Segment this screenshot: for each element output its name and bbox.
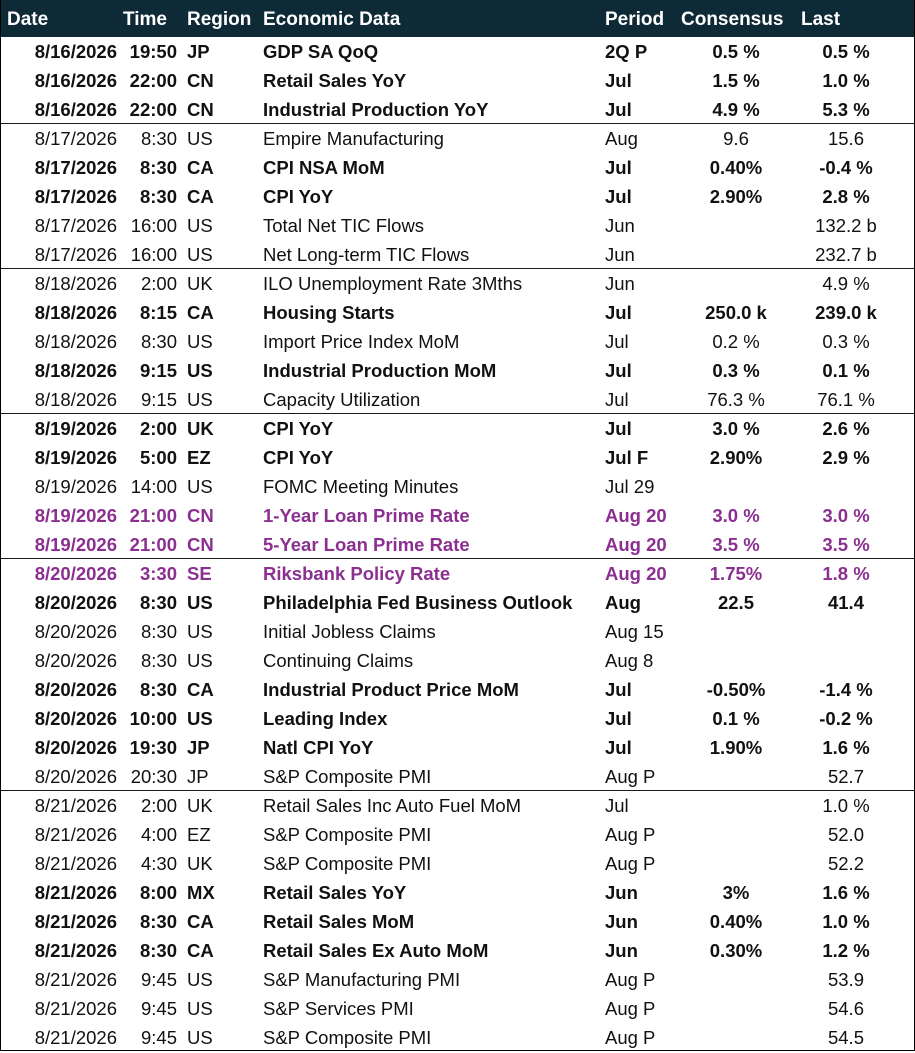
cell-period: Aug <box>605 592 641 613</box>
cell-economic-data: 5-Year Loan Prime Rate <box>263 534 470 555</box>
cell-period: Jul <box>605 389 629 410</box>
cell-last: 0.3 % <box>822 331 870 352</box>
cell-time: 9:45 <box>140 969 177 990</box>
cell-date: 8/20/2026 <box>34 563 117 584</box>
table-row <box>1 124 914 153</box>
cell-consensus: 3% <box>722 882 750 903</box>
cell-period: Jun <box>605 215 635 236</box>
cell-consensus: 3.0 % <box>712 505 760 526</box>
cell-consensus: 2.90% <box>709 186 763 207</box>
cell-last: 1.8 % <box>822 563 870 584</box>
cell-period: Jul <box>605 708 632 729</box>
cell-region: CA <box>187 157 214 178</box>
cell-time: 8:30 <box>140 621 177 642</box>
cell-last: 1.0 % <box>822 795 870 816</box>
cell-period: Jul <box>605 157 632 178</box>
cell-time: 8:00 <box>139 882 177 903</box>
table-body <box>1 37 914 1052</box>
cell-region: US <box>187 215 213 236</box>
cell-time: 21:00 <box>129 505 177 526</box>
table-row <box>1 907 914 936</box>
cell-economic-data: FOMC Meeting Minutes <box>263 476 459 497</box>
cell-time: 8:30 <box>139 592 177 613</box>
cell-period: Jun <box>605 882 638 903</box>
cell-economic-data: Retail Sales MoM <box>263 911 415 932</box>
cell-time: 16:00 <box>130 215 177 236</box>
cell-economic-data: Continuing Claims <box>263 650 414 671</box>
cell-economic-data: Leading Index <box>263 708 388 729</box>
table-row <box>1 472 914 501</box>
cell-last: -0.2 % <box>819 708 873 729</box>
cell-date: 8/16/2026 <box>34 70 117 91</box>
table-row <box>1 1023 914 1052</box>
cell-consensus: 9.6 <box>723 128 749 149</box>
cell-period: Aug P <box>605 1027 656 1048</box>
cell-last: 41.4 <box>827 592 864 613</box>
cell-consensus: 0.30% <box>709 940 763 961</box>
cell-last: 0.1 % <box>822 360 870 381</box>
cell-last: -0.4 % <box>819 157 873 178</box>
cell-economic-data: GDP SA QoQ <box>263 41 379 62</box>
cell-economic-data: Net Long-term TIC Flows <box>263 244 470 265</box>
cell-consensus: 0.40% <box>709 911 763 932</box>
cell-time: 8:30 <box>139 940 177 961</box>
cell-period: Jun <box>605 911 638 932</box>
cell-time: 2:00 <box>139 418 177 439</box>
cell-consensus: 1.90% <box>709 737 763 758</box>
cell-region: CA <box>187 679 214 700</box>
cell-region: UK <box>187 273 213 294</box>
cell-date: 8/18/2026 <box>34 360 117 381</box>
cell-economic-data: S&P Composite PMI <box>263 824 432 845</box>
cell-time: 4:30 <box>140 853 177 874</box>
cell-period: Jul <box>605 70 632 91</box>
cell-economic-data: Retail Sales Inc Auto Fuel MoM <box>263 795 522 816</box>
cell-period: Jul <box>605 186 632 207</box>
cell-economic-data: Industrial Production MoM <box>263 360 497 381</box>
cell-date: 8/19/2026 <box>34 476 117 497</box>
table-row <box>1 327 914 356</box>
cell-region: US <box>187 969 213 990</box>
cell-economic-data: Natl CPI YoY <box>263 737 374 758</box>
cell-economic-data: CPI YoY <box>263 418 334 439</box>
cell-economic-data: Industrial Production YoY <box>263 99 489 120</box>
cell-economic-data: S&P Manufacturing PMI <box>263 969 461 990</box>
cell-date: 8/18/2026 <box>34 389 117 410</box>
header-period: Period <box>605 9 665 30</box>
cell-economic-data: Initial Jobless Claims <box>263 621 436 642</box>
cell-region: CA <box>187 940 214 961</box>
table-row <box>1 936 914 965</box>
cell-region: US <box>187 1027 213 1048</box>
table-row <box>1 617 914 646</box>
table-row <box>1 211 914 240</box>
cell-period: Jul 29 <box>605 476 655 497</box>
cell-consensus: 3.0 % <box>712 418 760 439</box>
cell-region: US <box>187 128 213 149</box>
cell-time: 20:30 <box>130 766 177 787</box>
cell-period: Aug P <box>605 969 656 990</box>
cell-consensus: 0.1 % <box>712 708 760 729</box>
cell-time: 9:15 <box>139 360 177 381</box>
table-row <box>1 820 914 849</box>
cell-economic-data: CPI YoY <box>263 447 334 468</box>
cell-time: 2:00 <box>140 795 177 816</box>
cell-period: Jul <box>605 418 632 439</box>
cell-time: 22:00 <box>129 99 177 120</box>
cell-period: Aug P <box>605 853 656 874</box>
cell-consensus: 2.90% <box>709 447 763 468</box>
table-row <box>1 269 914 298</box>
table-row <box>1 994 914 1023</box>
cell-period: Aug 8 <box>605 650 654 671</box>
cell-period: Aug 15 <box>605 621 664 642</box>
table-row <box>1 385 914 414</box>
cell-last: 132.2 b <box>815 215 877 236</box>
cell-economic-data: Housing Starts <box>263 302 395 323</box>
cell-last: 54.5 <box>827 1027 864 1048</box>
cell-region: US <box>187 621 213 642</box>
cell-economic-data: Retail Sales Ex Auto MoM <box>263 940 489 961</box>
table-row <box>1 501 914 530</box>
table-row <box>1 762 914 791</box>
table-row <box>1 791 914 820</box>
cell-time: 8:30 <box>140 331 177 352</box>
cell-date: 8/18/2026 <box>34 331 117 352</box>
cell-period: Jun <box>605 273 635 294</box>
cell-time: 5:00 <box>139 447 177 468</box>
cell-consensus: 4.9 % <box>712 99 760 120</box>
table-row <box>1 298 914 327</box>
table-row <box>1 443 914 472</box>
cell-time: 8:30 <box>139 157 177 178</box>
cell-economic-data: Philadelphia Fed Business Outlook <box>263 592 573 613</box>
cell-economic-data: S&P Composite PMI <box>263 1027 432 1048</box>
table-row <box>1 240 914 269</box>
cell-region: EZ <box>187 447 211 468</box>
cell-time: 9:45 <box>140 1027 177 1048</box>
cell-last: 4.9 % <box>822 273 870 294</box>
cell-region: US <box>187 998 213 1019</box>
cell-economic-data: Import Price Index MoM <box>263 331 460 352</box>
cell-last: 52.7 <box>827 766 864 787</box>
cell-period: 2Q P <box>605 41 648 62</box>
cell-period: Aug P <box>605 998 656 1019</box>
cell-economic-data: 1-Year Loan Prime Rate <box>263 505 470 526</box>
cell-date: 8/21/2026 <box>34 1027 117 1048</box>
cell-date: 8/17/2026 <box>34 128 117 149</box>
cell-period: Jun <box>605 940 638 961</box>
cell-date: 8/19/2026 <box>34 447 117 468</box>
table-row <box>1 153 914 182</box>
cell-last: 54.6 <box>827 998 864 1019</box>
cell-time: 22:00 <box>129 70 177 91</box>
cell-region: CA <box>187 186 214 207</box>
cell-time: 14:00 <box>130 476 177 497</box>
cell-region: CN <box>187 99 214 120</box>
cell-date: 8/17/2026 <box>34 186 117 207</box>
cell-consensus: -0.50% <box>706 679 766 700</box>
cell-time: 3:30 <box>139 563 177 584</box>
cell-last: -1.4 % <box>819 679 873 700</box>
cell-last: 2.9 % <box>822 447 870 468</box>
cell-consensus: 3.5 % <box>712 534 760 555</box>
cell-date: 8/19/2026 <box>34 418 117 439</box>
cell-time: 8:30 <box>139 679 177 700</box>
cell-economic-data: Retail Sales YoY <box>263 70 407 91</box>
cell-time: 9:45 <box>140 998 177 1019</box>
cell-date: 8/16/2026 <box>34 41 117 62</box>
cell-last: 1.2 % <box>822 940 870 961</box>
cell-date: 8/16/2026 <box>34 99 117 120</box>
cell-consensus: 0.3 % <box>712 360 760 381</box>
cell-last: 0.5 % <box>822 41 870 62</box>
cell-consensus: 1.75% <box>709 563 763 584</box>
cell-region: CN <box>187 70 214 91</box>
cell-period: Aug P <box>605 766 656 787</box>
cell-region: JP <box>187 41 210 62</box>
cell-consensus: 0.2 % <box>712 331 760 352</box>
cell-date: 8/21/2026 <box>34 853 117 874</box>
cell-period: Aug <box>605 128 638 149</box>
cell-date: 8/21/2026 <box>34 824 117 845</box>
cell-last: 76.1 % <box>817 389 875 410</box>
cell-region: US <box>187 650 213 671</box>
cell-date: 8/20/2026 <box>34 621 117 642</box>
table-row <box>1 559 914 588</box>
header-region: Region <box>187 9 252 30</box>
cell-time: 8:30 <box>139 911 177 932</box>
cell-period: Jul <box>605 360 632 381</box>
cell-region: US <box>187 360 213 381</box>
cell-region: CN <box>187 505 214 526</box>
cell-period: Jul <box>605 302 632 323</box>
cell-economic-data: Industrial Product Price MoM <box>263 679 519 700</box>
cell-economic-data: CPI YoY <box>263 186 334 207</box>
table-row <box>1 704 914 733</box>
cell-last: 3.5 % <box>822 534 870 555</box>
cell-economic-data: Retail Sales YoY <box>263 882 407 903</box>
cell-economic-data: Total Net TIC Flows <box>263 215 425 236</box>
cell-last: 1.6 % <box>822 882 870 903</box>
cell-time: 8:30 <box>139 186 177 207</box>
cell-period: Jun <box>605 244 635 265</box>
cell-economic-data: ILO Unemployment Rate 3Mths <box>263 273 523 294</box>
cell-time: 10:00 <box>129 708 177 729</box>
cell-date: 8/19/2026 <box>34 505 117 526</box>
cell-period: Jul <box>605 99 632 120</box>
cell-period: Jul <box>605 679 632 700</box>
cell-region: EZ <box>187 824 211 845</box>
cell-region: UK <box>187 853 213 874</box>
cell-time: 8:30 <box>140 128 177 149</box>
table-row <box>1 878 914 907</box>
cell-consensus: 1.5 % <box>712 70 760 91</box>
cell-region: UK <box>187 795 213 816</box>
table-row <box>1 733 914 762</box>
cell-consensus: 0.40% <box>709 157 763 178</box>
cell-period: Jul <box>605 737 632 758</box>
cell-economic-data: Empire Manufacturing <box>263 128 444 149</box>
cell-time: 8:15 <box>139 302 177 323</box>
cell-time: 21:00 <box>129 534 177 555</box>
cell-time: 8:30 <box>140 650 177 671</box>
table-row <box>1 675 914 704</box>
cell-date: 8/21/2026 <box>34 969 117 990</box>
table-row <box>1 66 914 95</box>
cell-region: JP <box>187 737 210 758</box>
table-row <box>1 414 914 443</box>
cell-region: CN <box>187 534 214 555</box>
cell-region: US <box>187 331 213 352</box>
cell-date: 8/20/2026 <box>34 708 117 729</box>
cell-last: 1.0 % <box>822 70 870 91</box>
cell-date: 8/21/2026 <box>34 940 117 961</box>
header-time: Time <box>123 9 168 30</box>
table-row <box>1 849 914 878</box>
cell-time: 16:00 <box>130 244 177 265</box>
cell-last: 2.6 % <box>822 418 870 439</box>
cell-last: 52.2 <box>827 853 864 874</box>
cell-time: 9:15 <box>140 389 177 410</box>
cell-period: Jul <box>605 795 629 816</box>
cell-region: JP <box>187 766 209 787</box>
header-consensus: Consensus <box>681 9 784 30</box>
cell-economic-data: S&P Services PMI <box>263 998 414 1019</box>
cell-date: 8/21/2026 <box>34 795 117 816</box>
header-economic-data: Economic Data <box>263 9 401 30</box>
cell-consensus: 250.0 k <box>705 302 767 323</box>
table-row <box>1 588 914 617</box>
cell-consensus: 22.5 <box>717 592 754 613</box>
cell-date: 8/20/2026 <box>34 650 117 671</box>
cell-date: 8/20/2026 <box>34 766 117 787</box>
cell-period: Aug 20 <box>605 505 667 526</box>
cell-last: 239.0 k <box>815 302 877 323</box>
cell-date: 8/17/2026 <box>34 215 117 236</box>
cell-period: Jul F <box>605 447 649 468</box>
cell-date: 8/20/2026 <box>34 592 117 613</box>
cell-last: 1.0 % <box>822 911 870 932</box>
cell-region: US <box>187 476 213 497</box>
cell-date: 8/17/2026 <box>34 157 117 178</box>
cell-last: 5.3 % <box>822 99 870 120</box>
table-row <box>1 646 914 675</box>
table-row <box>1 356 914 385</box>
cell-date: 8/18/2026 <box>34 302 117 323</box>
cell-time: 4:00 <box>140 824 177 845</box>
cell-region: MX <box>187 882 215 903</box>
cell-consensus: 0.5 % <box>712 41 760 62</box>
cell-date: 8/21/2026 <box>34 882 117 903</box>
cell-period: Aug 20 <box>605 563 667 584</box>
cell-time: 19:30 <box>129 737 177 758</box>
cell-region: US <box>187 592 213 613</box>
cell-region: CA <box>187 911 214 932</box>
cell-economic-data: S&P Composite PMI <box>263 766 432 787</box>
header-date: Date <box>7 9 49 30</box>
cell-economic-data: CPI NSA MoM <box>263 157 385 178</box>
table-row <box>1 37 914 66</box>
cell-time: 2:00 <box>140 273 177 294</box>
cell-last: 232.7 b <box>815 244 877 265</box>
cell-period: Aug 20 <box>605 534 667 555</box>
cell-last: 2.8 % <box>822 186 870 207</box>
cell-last: 52.0 <box>827 824 864 845</box>
cell-region: US <box>187 244 213 265</box>
cell-period: Jul <box>605 331 629 352</box>
cell-region: US <box>187 389 213 410</box>
cell-date: 8/20/2026 <box>34 737 117 758</box>
cell-date: 8/18/2026 <box>34 273 117 294</box>
cell-date: 8/21/2026 <box>34 911 117 932</box>
table-row <box>1 965 914 994</box>
cell-date: 8/20/2026 <box>34 679 117 700</box>
cell-last: 53.9 <box>827 969 864 990</box>
cell-last: 3.0 % <box>822 505 870 526</box>
cell-region: UK <box>187 418 214 439</box>
table-row <box>1 95 914 124</box>
cell-last: 15.6 <box>827 128 864 149</box>
table-row <box>1 530 914 559</box>
table-row <box>1 182 914 211</box>
cell-region: CA <box>187 302 214 323</box>
cell-economic-data: Capacity Utilization <box>263 389 421 410</box>
cell-region: US <box>187 708 213 729</box>
table-header <box>1 0 914 37</box>
cell-economic-data: S&P Composite PMI <box>263 853 432 874</box>
cell-date: 8/21/2026 <box>34 998 117 1019</box>
cell-consensus: 76.3 % <box>707 389 765 410</box>
cell-economic-data: Riksbank Policy Rate <box>263 563 451 584</box>
cell-time: 19:50 <box>129 41 177 62</box>
header-last: Last <box>801 9 841 30</box>
cell-region: SE <box>187 563 212 584</box>
cell-last: 1.6 % <box>822 737 870 758</box>
cell-date: 8/17/2026 <box>34 244 117 265</box>
cell-period: Aug P <box>605 824 656 845</box>
cell-date: 8/19/2026 <box>34 534 117 555</box>
